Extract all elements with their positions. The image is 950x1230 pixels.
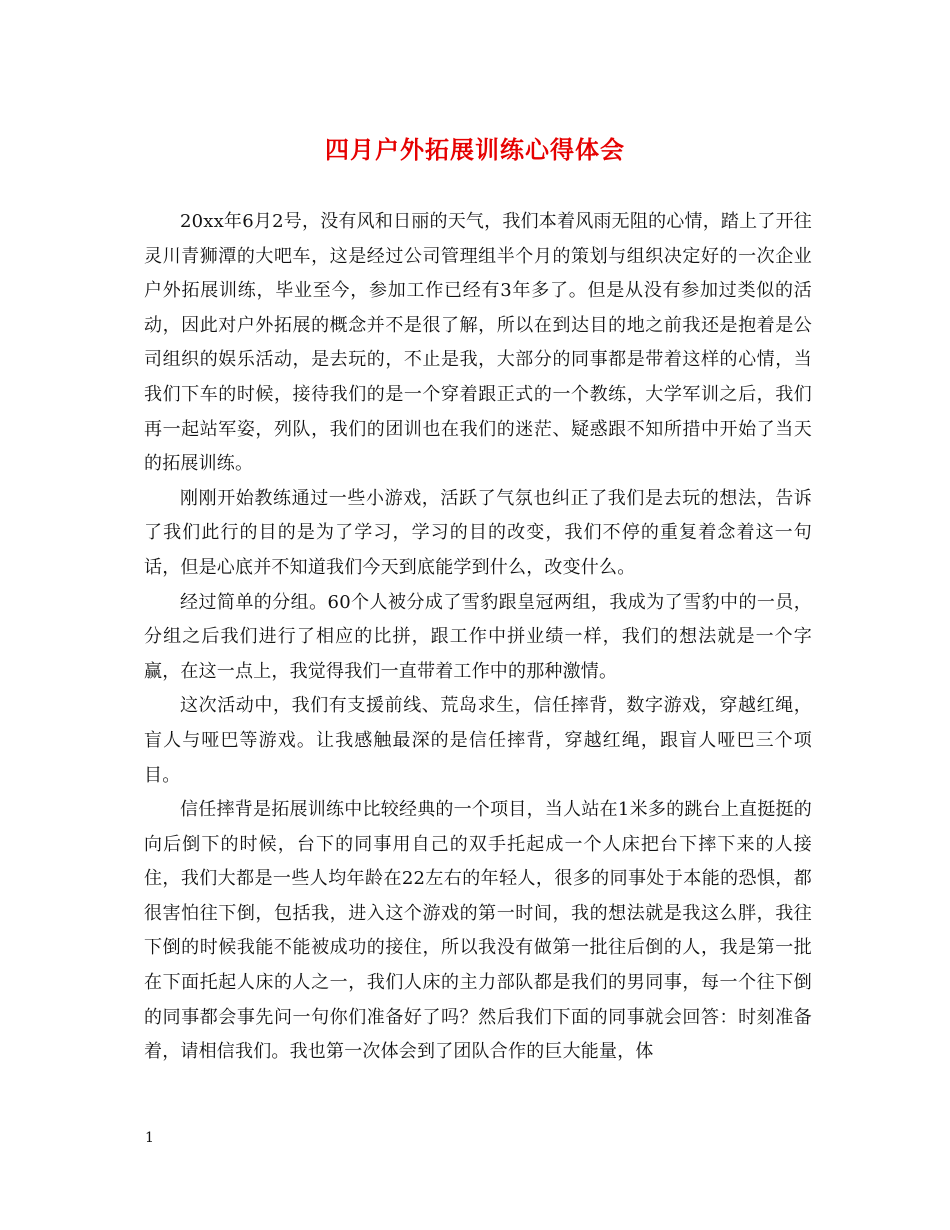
paragraph-2: 刚刚开始教练通过一些小游戏，活跃了气氛也纠正了我们是去玩的想法，告诉了我们此行的目的是为了学习，学习的目的改变，我们不停的重复着念着这一句话，但是心底并不知道我们今天到底能学到什么，改变什么。 <box>144 487 812 578</box>
paragraph-1: 20xx年6月2号，没有风和日丽的天气，我们本着风雨无阻的心情，踏上了开往灵川青狮潭的大吧车，这是经过公司管理组半个月的策划与组织决定好的一次企业户外拓展训练，毕业至今，参加工作已经有3年多了。但是从没有参加过类似的活动，因此对户外拓展的概念并不是很了解，所以在到达目的地之前我还是抱着是公司组织的娱乐活动，是去玩的，不止是我，大部分的同事都是带着这样的心情，当我们下车的时候，接待我们的是一个穿着跟正式的一个教练，大学军训之后，我们再一起站军姿，列队，我们的团训也在我们的迷茫、疑惑跟不知所措中开始了当天的拓展训练。 <box>144 211 812 475</box>
document-title: 四月户外拓展训练心得体会 <box>325 135 625 164</box>
document-body <box>144 205 812 1070</box>
page-number: 1 <box>145 1130 154 1146</box>
paragraph-4: 这次活动中，我们有支援前线、荒岛求生，信任摔背，数字游戏，穿越红绳，盲人与哑巴等游戏。让我感触最深的是信任摔背，穿越红绳，跟盲人哑巴三个项目。 <box>144 695 812 786</box>
paragraph-3: 经过简单的分组。60个人被分成了雪豹跟皇冠两组，我成为了雪豹中的一员，分组之后我们进行了相应的比拼，跟工作中拼业绩一样，我们的想法就是一个字赢，在这一点上，我觉得我们一直带着工作中的那种激情。 <box>144 591 812 682</box>
paragraph-5: 信任摔背是拓展训练中比较经典的一个项目，当人站在1米多的跳台上直挺挺的向后倒下的时候，台下的同事用自己的双手托起成一个人床把台下摔下来的人接住，我们大都是一些人均年龄在22左右的年轻人，很多的同事处于本能的恐惧，都很害怕往下倒，包括我，进入这个游戏的第一时间，我的想法就是我这么胖，我往下倒的时候我能不能被成功的接住，所以我没有做第一批往后倒的人，我是第一批在下面托起人床的人之一，我们人床的主力部队都是我们的男同事，每一个往下倒的同事都会事先问一句你们准备好了吗？然后我们下面的同事就会回答：时刻准备着，请相信我们。我也第一次体会到了团队合作的巨大能量，体 <box>144 799 812 1063</box>
